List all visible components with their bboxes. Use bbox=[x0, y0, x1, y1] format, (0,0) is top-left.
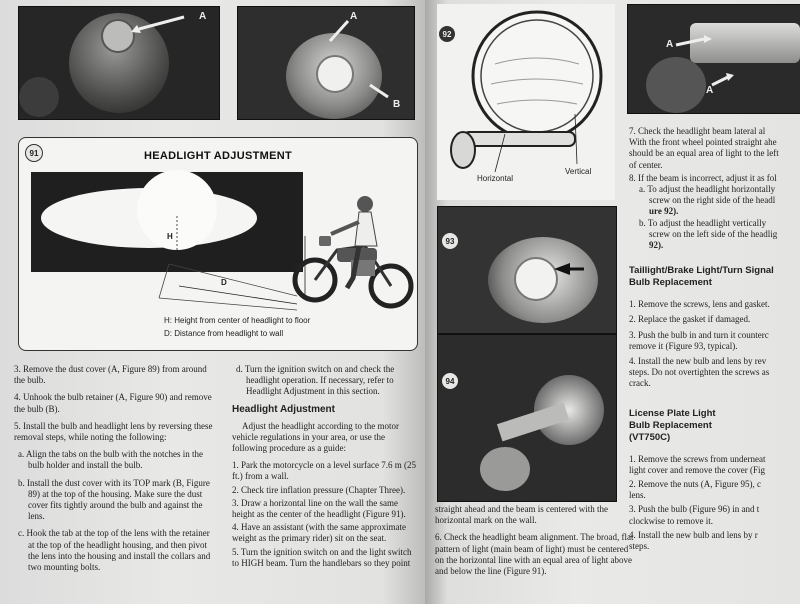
text-line: light cover and remove the cover (Fig bbox=[629, 464, 765, 475]
figure-92-number: 92 bbox=[439, 26, 455, 42]
right-page bbox=[425, 0, 800, 604]
figure-91-caption-h: H: Height from center of headlight to floor bbox=[164, 316, 311, 325]
text-line: 1. Remove the screws from underneat bbox=[629, 453, 766, 464]
figure-90-photo bbox=[237, 6, 415, 120]
figure-89-arrow bbox=[19, 7, 219, 119]
text-line: 2. Remove the nuts (A, Figure 95), c bbox=[629, 479, 761, 490]
figure-93-photo bbox=[437, 206, 617, 334]
top-right-label-a2: A bbox=[706, 85, 714, 96]
text-line: steps. bbox=[629, 541, 650, 552]
text-line: 3. Push the bulb (Figure 96) in and t bbox=[629, 504, 760, 515]
text-line: should be an equal area of light to the left bbox=[629, 148, 779, 159]
license-plate-steps bbox=[629, 454, 800, 553]
step-7-lateral-alignment bbox=[629, 126, 800, 171]
text-line: a. To adjust the headlight horizontally bbox=[639, 184, 776, 195]
step-3-remove-dust-cover: 3. Remove the dust cover (A, Figure 89) from around the bulb. bbox=[14, 364, 207, 386]
text-line: 92). bbox=[649, 240, 664, 251]
right-outer-text-column bbox=[629, 126, 800, 552]
figure-91-diagram bbox=[18, 137, 418, 351]
top-right-label-a1: A bbox=[666, 39, 674, 50]
text-line: screw on the right side of the headl bbox=[649, 195, 776, 206]
adjust-step-5: 5. Turn the ignition switch on and the light switch to HIGH beam. Turn the handlebars so they point bbox=[232, 546, 412, 568]
step-5b: b. Install the dust cover with its TOP mark (B, Figure 89) at the top of the housing. Make sure the dust cover fits tightly around the bulb and against the lens. bbox=[18, 477, 210, 522]
figure-92-illustration bbox=[437, 4, 615, 200]
headlight-adjustment-intro: Adjust the headlight according to the motor vehicle regulations in your area, or use the following procedure as a guide: bbox=[232, 420, 399, 454]
text-line: With the front wheel pointed straight ahe bbox=[629, 137, 777, 148]
heading-line: (VT750C) bbox=[629, 431, 671, 443]
adjust-step-4: 4. Have an assistant (with the same approximate weight as the primary rider) sit on the seat. bbox=[232, 522, 406, 544]
middle-text-column bbox=[232, 364, 420, 575]
figure-91-wall-h-label: H bbox=[167, 232, 173, 241]
figure-90-label-a: A bbox=[350, 11, 358, 22]
top-right-photo-arrows bbox=[628, 5, 800, 113]
text-line: clockwise to remove it. bbox=[629, 515, 713, 526]
step-5-continued: straight ahead and the beam is centered with the horizontal mark on the wall. bbox=[435, 504, 608, 526]
figure-90-label-b: B bbox=[393, 99, 401, 110]
text-line: steps. Do not overtighten the screws as bbox=[629, 367, 770, 378]
step-5-install-bulb: 5. Install the bulb and headlight lens by reversing these removal steps, while noting the following: bbox=[14, 420, 213, 443]
text-line: lens. bbox=[629, 490, 646, 501]
step-4-unhook-retainer: 4. Unhook the bulb retainer (A, Figure 90) and remove the bulb (B). bbox=[14, 392, 212, 414]
license-plate-bulb-heading bbox=[629, 408, 800, 444]
figure-93-number: 93 bbox=[442, 233, 458, 249]
step-5a: a. Align the tabs on the bulb with the notches in the bulb holder and install the bulb. bbox=[18, 449, 203, 471]
figure-91-bike-h-label: H bbox=[295, 262, 301, 271]
text-line: 1. Remove the screws, lens and gasket. bbox=[629, 299, 770, 310]
adjust-step-1: 1. Park the motorcycle on a level surface 7.6 m (25 ft.) from a wall. bbox=[232, 460, 416, 482]
figure-92-horizontal-label: Horizontal bbox=[477, 174, 514, 183]
taillight-bulb-heading bbox=[629, 265, 800, 289]
text-line: remove it (Figure 93, typical). bbox=[629, 340, 738, 351]
adjust-step-2: 2. Check tire inflation pressure (Chapter Three). bbox=[232, 484, 406, 495]
heading-line: Bulb Replacement bbox=[629, 419, 712, 431]
left-text-column bbox=[14, 364, 216, 579]
text-line: 2. Replace the gasket if damaged. bbox=[629, 314, 751, 325]
figure-92-vertical-label: Vertical bbox=[565, 167, 592, 176]
heading-line: License Plate Light bbox=[629, 407, 716, 419]
figure-89-photo bbox=[18, 6, 220, 120]
step-5d-check-headlight: d. Turn the ignition switch on and check the headlight operation. If necessary, refer to Headlight Adjustment in this section. bbox=[236, 364, 395, 397]
heading-line: Bulb Replacement bbox=[629, 277, 712, 289]
taillight-steps bbox=[629, 299, 800, 389]
text-line: 8. If the beam is incorrect, adjust it as fol bbox=[629, 172, 777, 183]
figure-94-photo bbox=[437, 334, 617, 502]
text-line: ure 92). bbox=[649, 206, 679, 217]
step-5c: c. Hook the tab at the top of the lens with the retainer at the top of the headlight housing, and then pivot the lens into the housing and install the collars and two mounting bolts. bbox=[18, 528, 211, 573]
right-inner-text-column bbox=[435, 504, 635, 583]
text-line: 3. Push the bulb in and turn it counterc bbox=[629, 329, 769, 340]
top-right-photo bbox=[627, 4, 800, 114]
figure-91-number: 91 bbox=[25, 144, 43, 162]
figure-91-caption-d: D: Distance from headlight to wall bbox=[164, 329, 284, 338]
adjust-step-6: 6. Check the headlight beam alignment. The broad, flat pattern of light (main beam of light) must be centered on the horizontal line with an equal area of light above and below the line (Figure 91). bbox=[435, 532, 634, 577]
figure-94-number: 94 bbox=[442, 373, 458, 389]
figure-93-arrow bbox=[438, 207, 616, 333]
figure-91-title: HEADLIGHT ADJUSTMENT bbox=[144, 150, 292, 162]
adjust-step-3: 3. Draw a horizontal line on the wall the same height as the center of the headlight (Figure 91). bbox=[232, 497, 406, 520]
headlight-adjustment-heading: Headlight Adjustment bbox=[232, 403, 335, 415]
text-line: b. To adjust the headlight vertically bbox=[639, 217, 767, 228]
text-line: crack. bbox=[629, 378, 651, 389]
text-line: screw on the left side of the headlig bbox=[649, 228, 778, 239]
step-8-adjust-beam bbox=[629, 173, 800, 251]
figure-90-arrows bbox=[238, 7, 414, 119]
text-line: 7. Check the headlight beam lateral al bbox=[629, 126, 766, 136]
figure-89-label-a: A bbox=[199, 11, 207, 22]
text-line: 4. Install the new bulb and lens by r bbox=[629, 529, 758, 540]
text-line: of center. bbox=[629, 159, 663, 170]
figure-91-d-label: D bbox=[221, 278, 227, 287]
heading-line: Taillight/Brake Light/Turn Signal bbox=[629, 265, 774, 277]
text-line: 4. Install the new bulb and lens by rev bbox=[629, 356, 767, 367]
